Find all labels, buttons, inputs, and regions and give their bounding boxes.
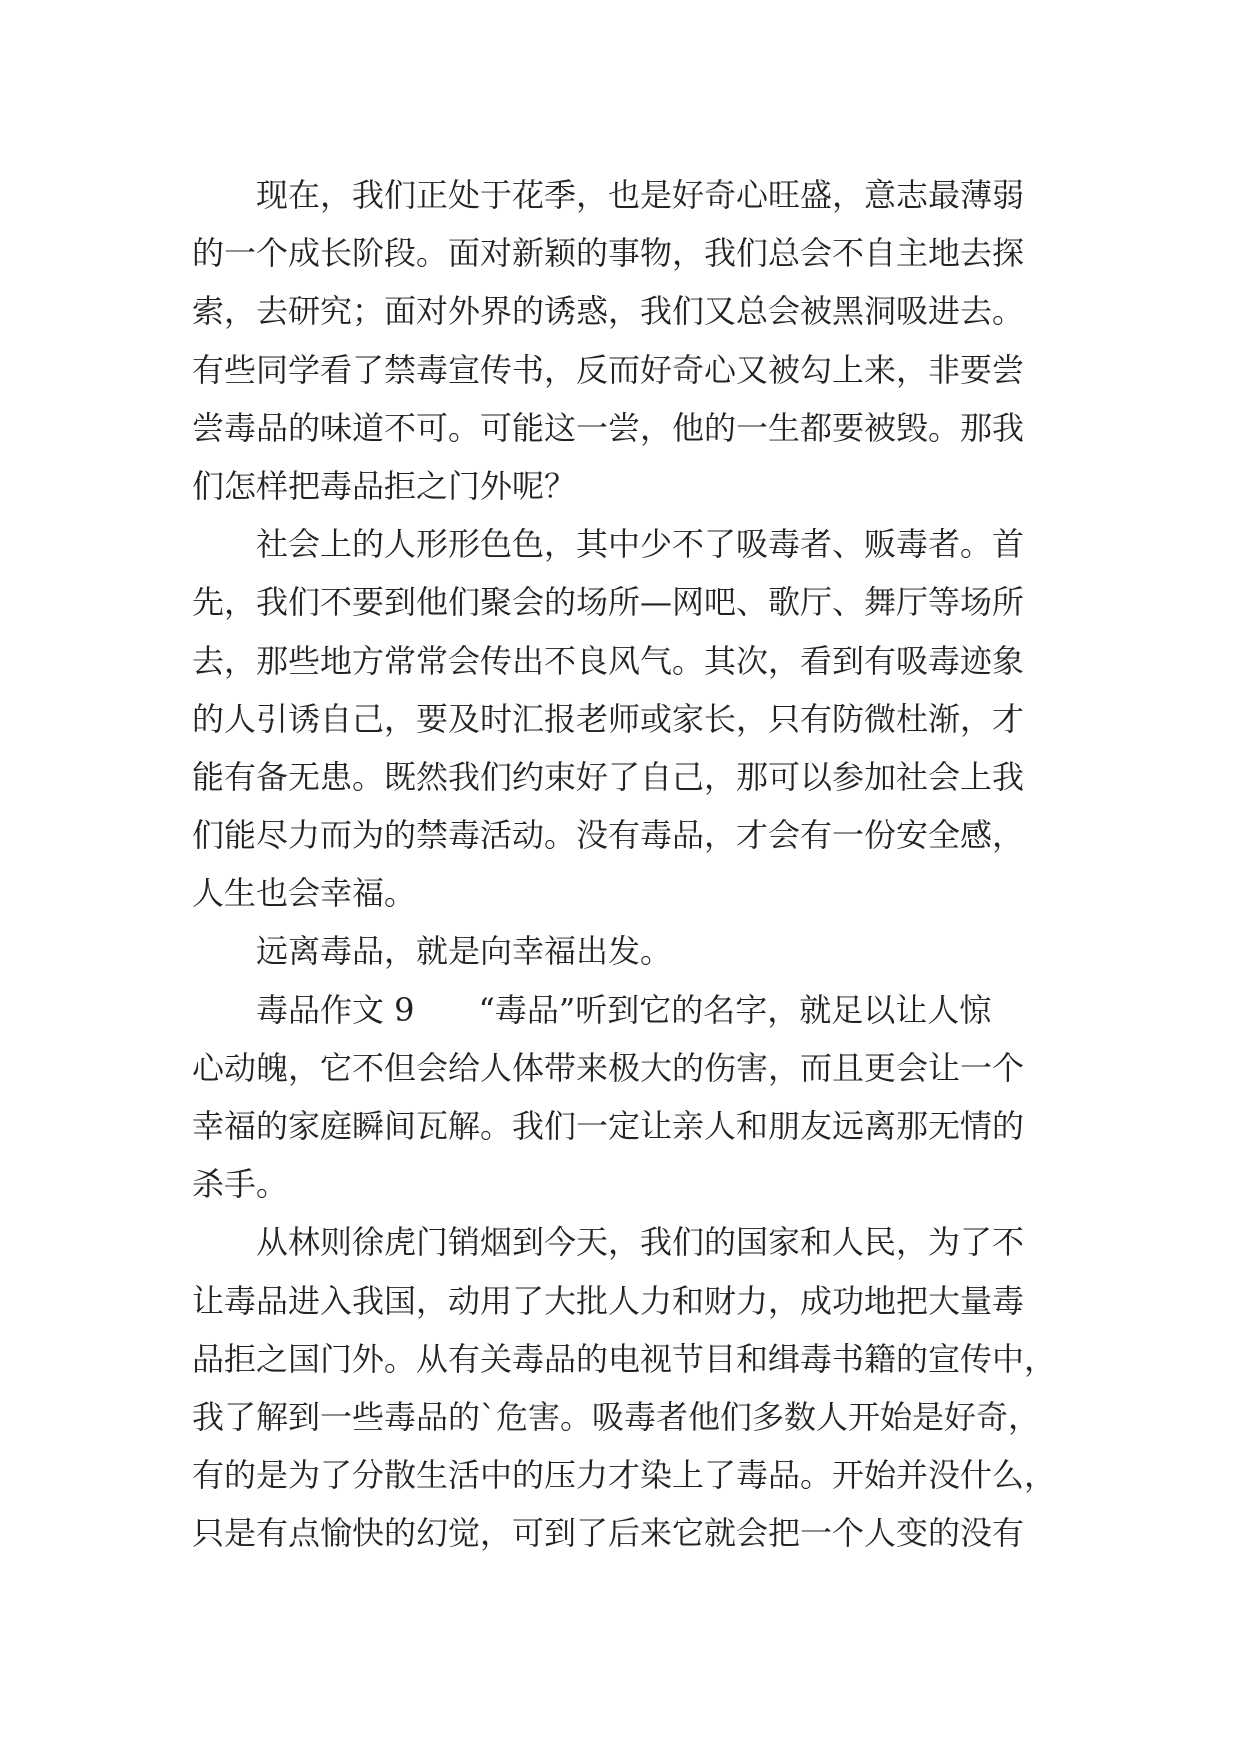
body-text <box>192 166 1072 1563</box>
text-line: 现在，我们正处于花季，也是好奇心旺盛，意志最薄弱 <box>256 176 1025 214</box>
text-line: 们怎样把毒品拒之门外呢？ <box>192 466 577 505</box>
text-line: 先，我们不要到他们聚会的场所—网吧、歌厅、舞厅等场所 <box>192 583 1025 622</box>
text-line: 远离毒品，就是向幸福出发。 <box>256 932 673 971</box>
text-line: 只是有点愉快的幻觉，可到了后来它就会把一个人变的没有 <box>192 1514 1025 1553</box>
text-line: 的人引诱自己，要及时汇报老师或家长，只有防微杜渐，才 <box>192 699 1025 738</box>
text-line: 尝毒品的味道不可。可能这一尝，他的一生都要被毁。那我 <box>192 408 1025 447</box>
text-line: 杀手。 <box>192 1165 289 1204</box>
text-line: 有的是为了分散生活中的压力才染上了毒品。开始并没什么， <box>192 1456 1057 1495</box>
text-line: 品拒之国门外。从有关毒品的电视节目和缉毒书籍的宣传中， <box>192 1339 1057 1378</box>
text-line: 幸福的家庭瞬间瓦解。我们一定让亲人和朋友远离那无情的 <box>192 1107 1025 1145</box>
text-line: 我了解到一些毒品的`危害。吸毒者他们多数人开始是好奇， <box>192 1397 1041 1436</box>
text-line: 人生也会幸福。 <box>192 874 417 913</box>
text-line: 有些同学看了禁毒宣传书，反而好奇心又被勾上来，非要尝 <box>192 350 1025 389</box>
text-line: 让毒品进入我国，动用了大批人力和财力，成功地把大量毒 <box>192 1281 1025 1320</box>
text-line: 心动魄，它不但会给人体带来极大的伤害，而且更会让一个 <box>192 1048 1025 1087</box>
text-line: 毒品作文 9 “毒品”听到它的名字，就足以让人惊 <box>256 990 992 1029</box>
text-line: 从林则徐虎门销烟到今天，我们的国家和人民，为了不 <box>256 1223 1025 1262</box>
text-line: 社会上的人形形色色，其中少不了吸毒者、贩毒者。首 <box>256 525 1025 564</box>
text-line: 索，去研究；面对外界的诱惑，我们又总会被黑洞吸进去。 <box>192 292 1025 331</box>
text-line: 的一个成长阶段。面对新颖的事物，我们总会不自主地去探 <box>192 234 1025 273</box>
text-line: 去，那些地方常常会传出不良风气。其次，看到有吸毒迹象 <box>192 641 1025 680</box>
text-line: 能有备无患。既然我们约束好了自己，那可以参加社会上我 <box>192 757 1025 796</box>
text-line: 们能尽力而为的禁毒活动。没有毒品，才会有一份安全感， <box>192 816 1025 855</box>
